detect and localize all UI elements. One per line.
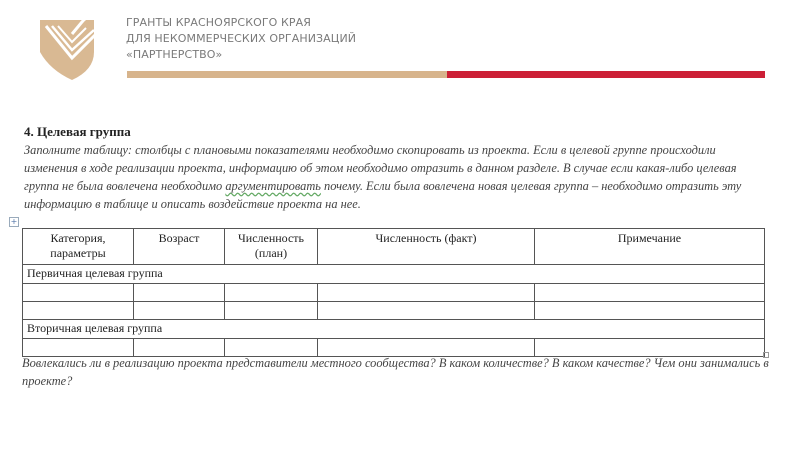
table-cell[interactable]: [318, 284, 535, 302]
header-count-fact: Численность (факт): [318, 229, 535, 265]
table-cell[interactable]: [535, 284, 765, 302]
org-line: «ПАРТНЕРСТВО»: [126, 48, 223, 61]
instruction-text: Заполните таблицу: столбцы с плановыми показателями необходимо скопировать из проекта. Если в целевой группе происходили изменения в ходе реализации проекта, информацию об этом необходимо отразить в данном разделе. В случае если какая-либо целевая группа не была вовлечена необходимо: [24, 143, 737, 193]
community-question: Вовлекались ли в реализацию проекта представители местного сообщества? В каком количестве? В каком качестве? Чем они занимались в проекте?: [22, 356, 769, 388]
org-line: ДЛЯ НЕКОММЕРЧЕСКИХ ОРГАНИЗАЦИЙ: [126, 32, 357, 45]
table-cell[interactable]: [134, 284, 225, 302]
group-row-primary: [23, 265, 765, 284]
table-row: [23, 302, 765, 320]
section-instructions: [24, 141, 764, 213]
header-age: Возраст: [134, 229, 225, 265]
org-line: ГРАНТЫ КРАСНОЯРСКОГО КРАЯ: [126, 16, 312, 29]
header-category: Категория, параметры: [23, 229, 134, 265]
group-label: Вторичная целевая группа: [23, 320, 765, 339]
table-cell[interactable]: [318, 302, 535, 320]
table-row: [23, 284, 765, 302]
group-row-secondary: [23, 320, 765, 339]
red-divider-bar: [447, 71, 765, 78]
section-heading: 4. Целевая группа: [24, 124, 131, 139]
table-cell[interactable]: [23, 284, 134, 302]
table-cell[interactable]: [225, 302, 318, 320]
table-cell[interactable]: [225, 284, 318, 302]
gold-divider-bar: [127, 71, 447, 78]
table-cell[interactable]: [23, 302, 134, 320]
organization-name: [126, 15, 356, 63]
table-cell[interactable]: [134, 302, 225, 320]
header-note: Примечание: [535, 229, 765, 265]
table-header-row: [23, 229, 765, 265]
table-cell[interactable]: [535, 302, 765, 320]
instruction-text: почему. Если была вовлечена новая целевая группа – необходимо отразить эту информацию в таблице и описать воздействие проекта на нее.: [24, 179, 742, 211]
header-count-plan: Численность (план): [225, 229, 318, 265]
target-group-table: [22, 228, 765, 357]
table-move-handle-icon[interactable]: +: [10, 217, 18, 226]
partnership-logo: [36, 12, 106, 82]
spellcheck-word: аргументировать: [225, 179, 321, 193]
group-label: Первичная целевая группа: [23, 265, 765, 284]
